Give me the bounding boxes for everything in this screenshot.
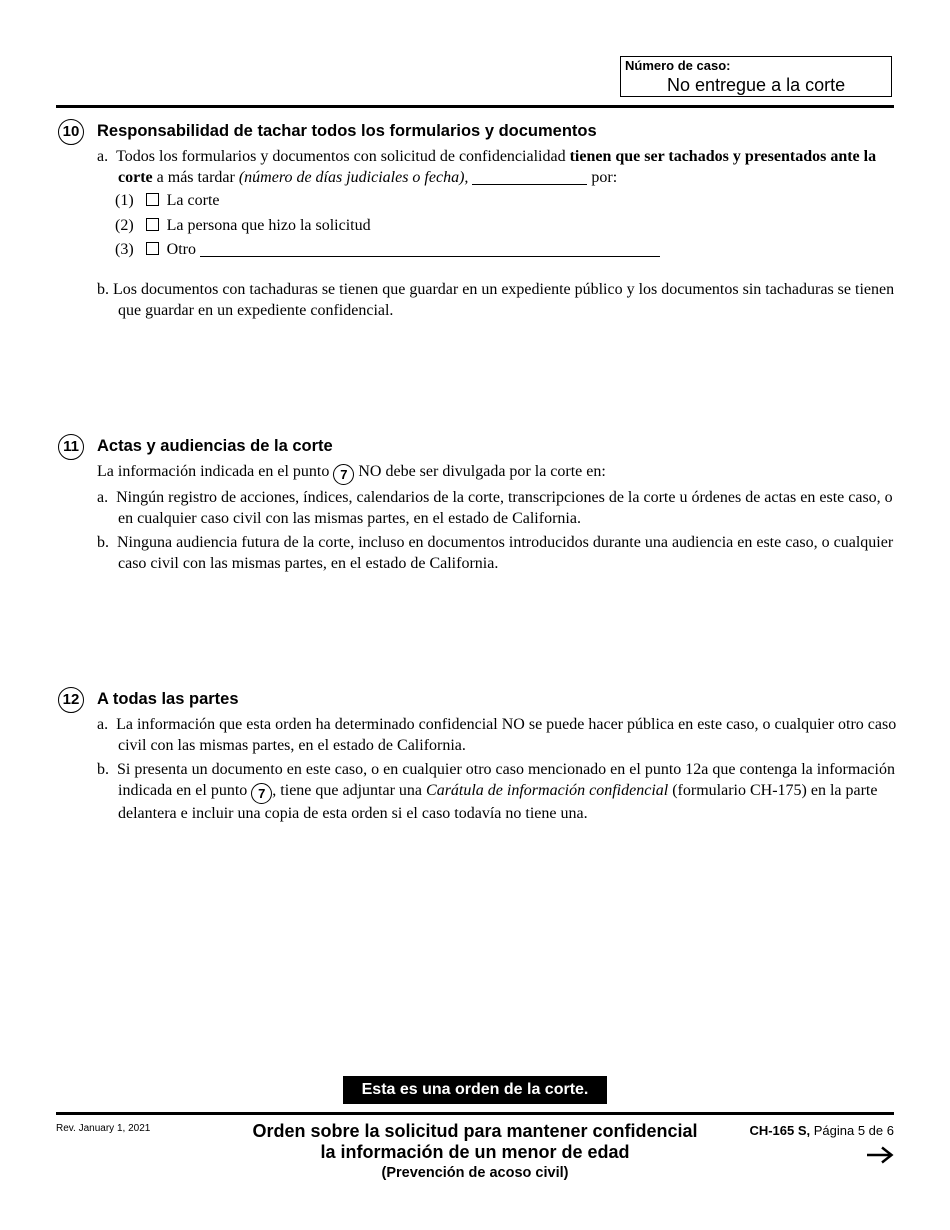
section-10b	[97, 280, 908, 321]
section-10a-marker: a.	[97, 148, 109, 165]
section-12a-text: La información que esta orden ha determinado confidencial NO se puede hacer pública en este caso, o cualquier otro caso civil con las mismas partes, en el estado de California.	[116, 716, 897, 754]
footer-title-line1: Orden sobre la solicitud para mantener confidencial	[252, 1121, 698, 1141]
page-number: Página 5 de 6	[810, 1123, 894, 1138]
next-page-arrow-icon	[866, 1146, 894, 1164]
option-2	[115, 216, 371, 237]
section-10a	[97, 147, 908, 188]
section-11-intro-text2: NO debe ser divulgada por la corte en:	[354, 463, 606, 480]
section-10-title: Responsabilidad de tachar todos los formularios y documentos	[97, 122, 597, 140]
option-1-number: (1)	[115, 192, 134, 209]
section-10b-text: Los documentos con tachaduras se tienen que guardar en un expediente público y los documentos sin tachaduras se tienen que guardar en un expediente confidencial.	[113, 281, 895, 319]
section-11-intro	[97, 462, 606, 485]
section-11b	[97, 533, 908, 574]
option-1-checkbox[interactable]	[146, 193, 159, 206]
case-number-label: Número de caso:	[625, 58, 731, 73]
option-2-number: (2)	[115, 217, 134, 234]
section-11a-marker: a.	[97, 489, 109, 506]
footer-title-line2: la información de un menor de edad	[320, 1142, 630, 1162]
section-11-number: 11	[58, 434, 84, 460]
case-number-box	[620, 56, 892, 97]
footer-subtitle: (Prevención de acoso civil)	[381, 1165, 569, 1181]
page-info	[749, 1123, 894, 1138]
revision-date: Rev. January 1, 2021	[56, 1123, 151, 1134]
option-2-label: La persona que hizo la solicitud	[166, 217, 371, 234]
form-id: CH-165 S,	[749, 1123, 811, 1138]
section-12b-italic: Carátula de información confidencial	[426, 781, 669, 799]
section-10a-text1: Todos los formularios y documentos con solicitud de confidencialidad	[116, 148, 570, 165]
footer-title	[200, 1121, 750, 1183]
section-10b-marker: b.	[97, 281, 109, 298]
section-11a	[97, 488, 908, 529]
section-10a-italic: (número de días judiciales o fecha),	[238, 168, 469, 186]
section-12a	[97, 715, 908, 756]
section-12b-text2: , tiene que adjuntar una	[272, 781, 427, 799]
deadline-blank[interactable]	[472, 170, 587, 185]
section-12b-text1: Si presenta un documento en este caso, o en cualquier otro caso mencionado en el punto 12a que contenga la información indicada en el punto	[117, 761, 895, 799]
section-10a-text2: a más tardar	[152, 168, 239, 186]
section-11-intro-text1: La información indicada en el punto	[97, 463, 334, 480]
option-1-label: La corte	[166, 192, 220, 209]
option-3-checkbox[interactable]	[146, 242, 159, 255]
item-7-reference: 7	[333, 464, 354, 485]
header-divider	[56, 105, 894, 108]
case-number-value: No entregue a la corte	[667, 75, 846, 95]
section-10-number: 10	[58, 119, 84, 145]
footer-divider	[56, 1112, 894, 1115]
section-12b-text3: (formulario CH-175) en la parte delantera e incluir una copia de esta orden si el caso todavía no tiene una.	[118, 781, 878, 822]
section-10a-bold: tienen que ser tachados y presentados ante la corte	[118, 148, 877, 186]
section-12-title: A todas las partes	[97, 690, 239, 708]
section-12b	[97, 760, 908, 824]
option-3-number: (3)	[115, 241, 134, 258]
section-12-number: 12	[58, 687, 84, 713]
section-12a-marker: a.	[97, 716, 109, 733]
option-1	[115, 191, 220, 212]
other-blank[interactable]	[200, 242, 660, 257]
section-10a-text3: por:	[587, 168, 618, 186]
option-3-label: Otro	[166, 241, 196, 258]
section-11b-marker: b.	[97, 534, 109, 551]
section-11b-text: Ninguna audiencia futura de la corte, incluso en documentos introducidos durante una audiencia en este caso, o cualquier caso civil con las mismas partes, en el estado de California.	[117, 534, 894, 572]
option-2-checkbox[interactable]	[146, 218, 159, 231]
section-11a-text: Ningún registro de acciones, índices, calendarios de la corte, transcripciones de la corte u órdenes de actas en este caso, o en cualquier caso civil con las mismas partes, en el estado de California.	[116, 489, 893, 527]
item-7-reference-2: 7	[251, 783, 272, 804]
section-12b-marker: b.	[97, 761, 109, 778]
court-order-banner: Esta es una orden de la corte.	[343, 1076, 607, 1104]
option-3	[115, 240, 660, 261]
section-11-title: Actas y audiencias de la corte	[97, 437, 333, 455]
